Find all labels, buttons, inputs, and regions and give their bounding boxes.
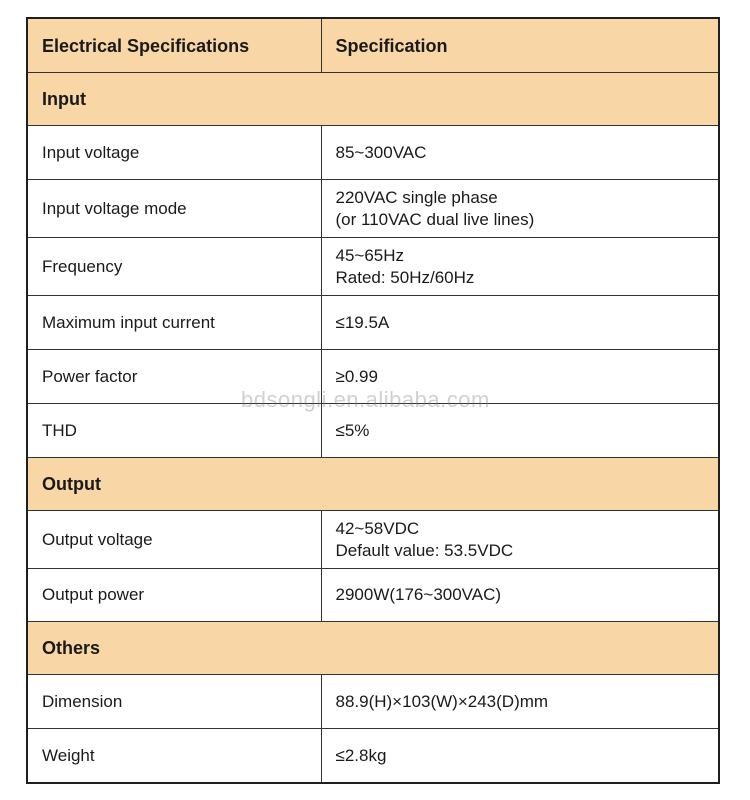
value-line: (or 110VAC dual live lines) [335,209,535,229]
row-label: THD [27,404,321,458]
section-title-input: Input [27,73,719,126]
header-electrical-specifications: Electrical Specifications [27,18,321,73]
watermark: bdsongli.en.alibaba.com [241,387,490,412]
row-label: Output voltage [27,511,321,569]
row-value [321,238,719,296]
row-label: Maximum input current [27,296,321,350]
row-value [321,126,719,180]
row-value [321,180,719,238]
row-label: Output power [27,569,321,622]
row-label: Input voltage mode [27,180,321,238]
section-title-others: Others [27,622,719,675]
table-row [27,404,719,458]
value-line: 2900W(176~300VAC) [335,585,502,604]
table-row [27,126,719,180]
row-value [321,729,719,784]
table-row [27,238,719,296]
value-line: 220VAC single phase [335,187,498,207]
row-value [321,511,719,569]
section-row-others [27,622,719,675]
row-value [321,350,719,404]
row-label: Dimension [27,675,321,729]
table-row [27,296,719,350]
table-row [27,675,719,729]
table-row [27,180,719,238]
value-line: 45~65Hz [335,245,405,265]
section-row-input [27,73,719,126]
table-row [27,569,719,622]
table-row [27,350,719,404]
row-label: Frequency [27,238,321,296]
section-row-output [27,458,719,511]
header-specification: Specification [321,18,719,73]
value-line: ≤2.8kg [335,745,387,765]
section-title-output: Output [27,458,719,511]
value-line: 42~58VDC [335,518,420,538]
value-line: ≥0.99 [335,366,378,386]
row-value [321,296,719,350]
value-line: Rated: 50Hz/60Hz [335,267,475,287]
row-label: Input voltage [27,126,321,180]
value-line: 88.9(H)×103(W)×243(D)mm [335,691,549,711]
row-value [321,675,719,729]
table-row [27,729,719,784]
row-label: Weight [27,729,321,784]
row-value [321,404,719,458]
table-row [27,511,719,569]
row-label: Power factor [27,350,321,404]
row-value [321,569,719,622]
value-line: ≤5% [335,420,370,440]
table-header-row [27,18,719,73]
value-line: Default value: 53.5VDC [335,540,514,560]
spec-table [26,17,720,784]
value-line: ≤19.5A [335,312,390,332]
value-line: 85~300VAC [335,142,427,162]
